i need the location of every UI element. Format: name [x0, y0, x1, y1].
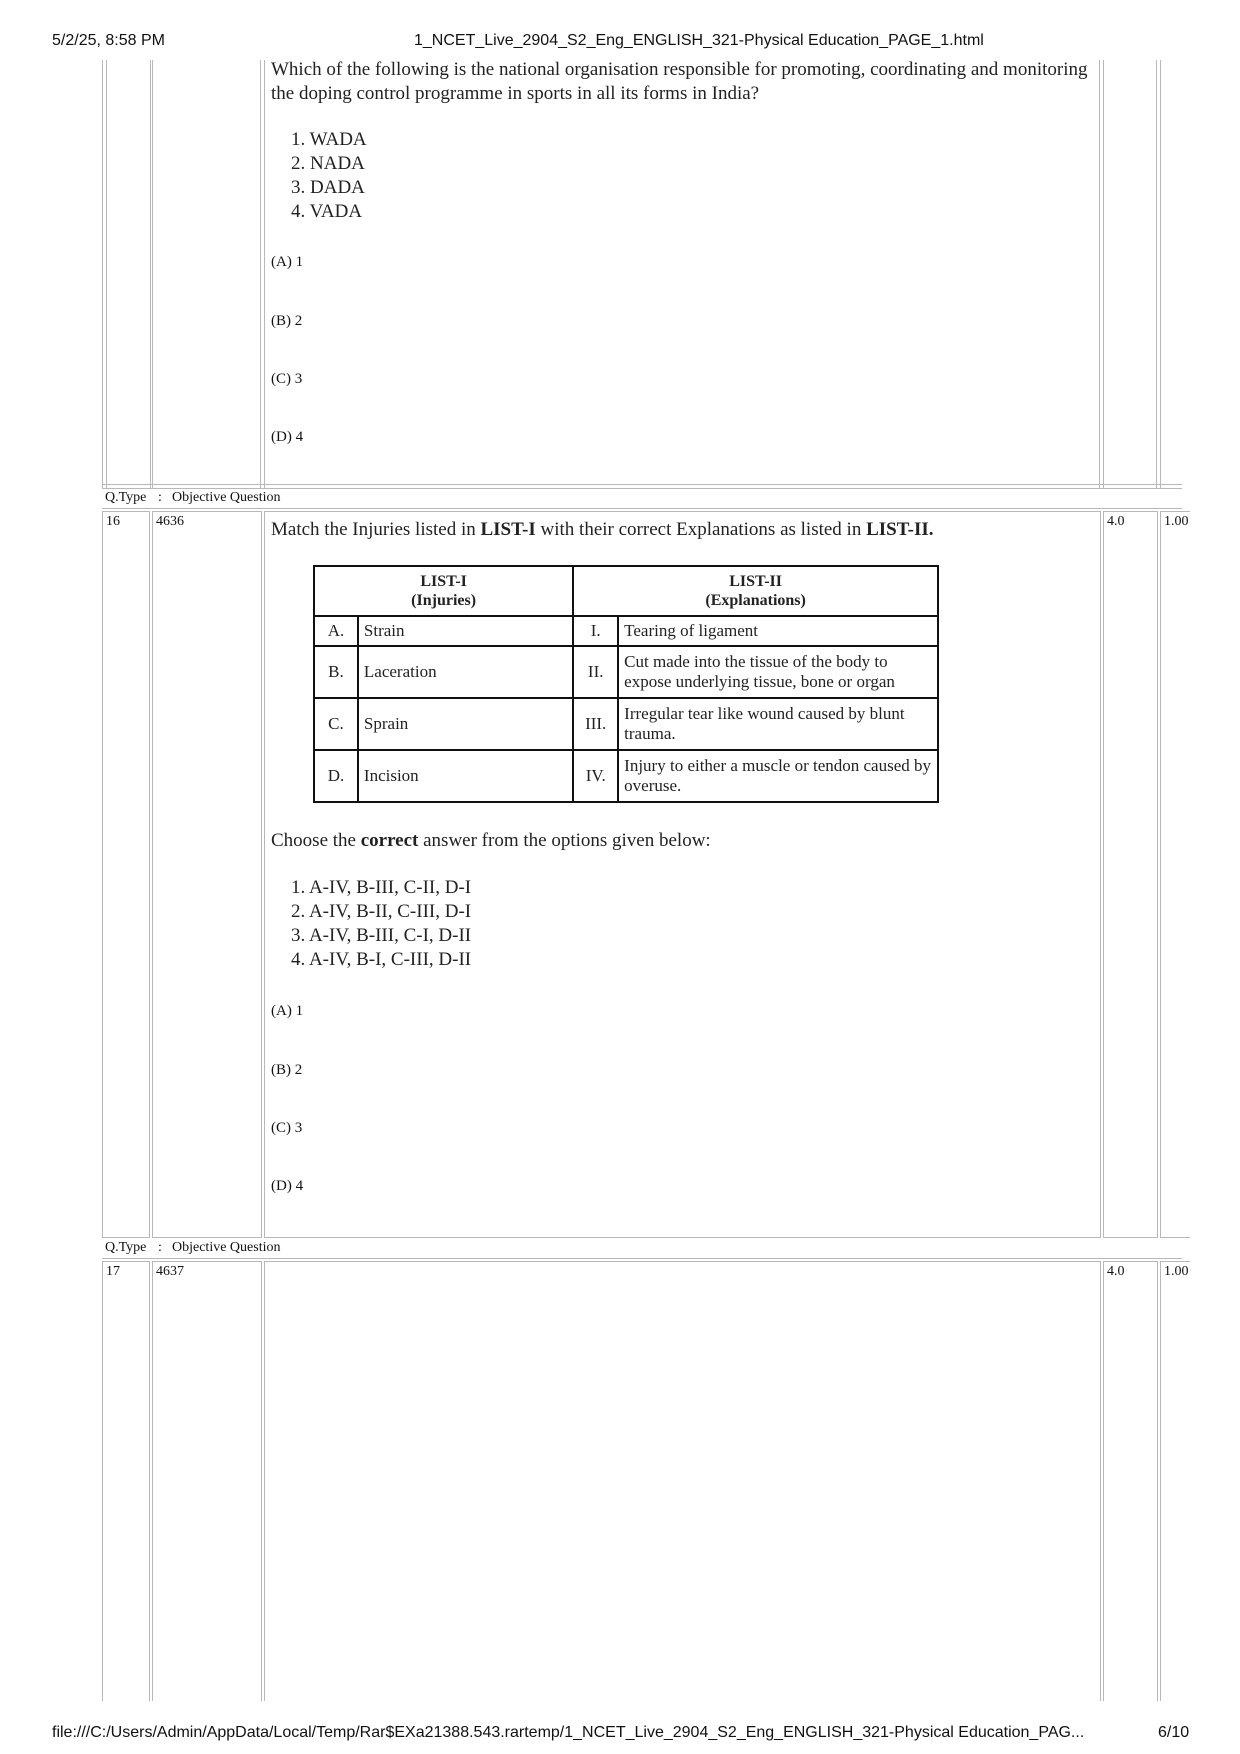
- row-letter: A.: [314, 616, 358, 646]
- q16-question-text: [271, 518, 1091, 542]
- list2-header: [573, 566, 938, 616]
- qtype-separator: :: [158, 1240, 162, 1255]
- choose-after: answer from the options given below:: [418, 830, 711, 851]
- q16-question-id: 4636: [156, 514, 184, 529]
- qtype-label: Q.Type: [105, 1240, 147, 1255]
- q17-marks: 4.0: [1107, 1264, 1125, 1279]
- row-injury: Sprain: [358, 698, 573, 750]
- table-row: [314, 698, 938, 750]
- q15-answer-c: (C) 3: [271, 371, 303, 387]
- print-page-number: 6/10: [1158, 1724, 1190, 1741]
- q15-option: 4. VADA: [291, 201, 363, 222]
- print-page-title: 1_NCET_Live_2904_S2_Eng_ENGLISH_321-Physical Education_PAGE_1.html: [414, 32, 984, 49]
- match-table-header: [314, 566, 938, 616]
- q16-text-middle: with their correct Explanations as listed in: [535, 519, 867, 540]
- q16-list1-ref: LIST-I: [480, 519, 536, 540]
- q16-list2-ref: LIST-II.: [866, 519, 934, 540]
- row-explanation: Tearing of ligament: [618, 616, 938, 646]
- match-table: [313, 565, 939, 803]
- q16-option: 2. A-IV, B-II, C-III, D-I: [291, 901, 472, 922]
- table-row: [314, 750, 938, 802]
- q16-text-before: Match the Injuries listed in: [271, 519, 481, 540]
- q15-option: 1. WADA: [291, 129, 367, 150]
- q15-options-list: [291, 128, 367, 224]
- list2-header-subtitle: (Explanations): [705, 592, 806, 609]
- row-injury: Incision: [358, 750, 573, 802]
- list1-header-subtitle: (Injuries): [411, 592, 477, 609]
- q17-question-id: 4637: [156, 1264, 184, 1279]
- row-explanation: Irregular tear like wound caused by blunt trauma.: [618, 698, 938, 750]
- q16-answer-b: (B) 2: [271, 1062, 303, 1078]
- q15-answer-d: (D) 4: [271, 429, 304, 445]
- row-numeral: III.: [573, 698, 618, 750]
- print-datetime: 5/2/25, 8:58 PM: [52, 32, 165, 49]
- row-numeral: I.: [573, 616, 618, 646]
- list1-header: [314, 566, 573, 616]
- q16-answer-a: (A) 1: [271, 1003, 304, 1019]
- table-row: [314, 646, 938, 698]
- list1-header-title: LIST-I: [420, 573, 467, 590]
- q16-marks: 4.0: [1107, 514, 1125, 529]
- row-numeral: II.: [573, 646, 618, 698]
- row-numeral: IV.: [573, 750, 618, 802]
- q16-serial-number: 16: [106, 514, 120, 529]
- q16-answer-c: (C) 3: [271, 1120, 303, 1136]
- q15-question-text: Which of the following is the national organisation responsible for promoting, coordinating and monitoring the doping control programme in sports in all its forms in India?: [271, 59, 1088, 104]
- row-injury: Laceration: [358, 646, 573, 698]
- row-explanation: Injury to either a muscle or tendon caused by overuse.: [618, 750, 938, 802]
- row-letter: C.: [314, 698, 358, 750]
- row-injury: Strain: [358, 616, 573, 646]
- q15-answer-a: (A) 1: [271, 254, 304, 270]
- table-row: [314, 616, 938, 646]
- qtype-separator: :: [158, 490, 162, 505]
- q16-option: 4. A-IV, B-I, C-III, D-II: [291, 949, 472, 970]
- q16-option: 1. A-IV, B-III, C-II, D-I: [291, 877, 472, 898]
- choose-bold: correct: [360, 830, 419, 851]
- qtype-value: Objective Question: [172, 490, 281, 505]
- qtype-value: Objective Question: [172, 1240, 281, 1255]
- q16-option: 3. A-IV, B-III, C-I, D-II: [291, 925, 472, 946]
- row-letter: B.: [314, 646, 358, 698]
- row-letter: D.: [314, 750, 358, 802]
- choose-before: Choose the: [271, 830, 361, 851]
- q16-negative-marks: 1.00: [1164, 514, 1189, 529]
- q16-answer-d: (D) 4: [271, 1178, 304, 1194]
- q17-serial-number: 17: [106, 1264, 120, 1279]
- q17-negative-marks: 1.00: [1164, 1264, 1189, 1279]
- qtype-label: Q.Type: [105, 490, 147, 505]
- print-file-path: file:///C:/Users/Admin/AppData/Local/Temp/Rar$EXa21388.543.rartemp/1_NCET_Live_2904_S2_Eng_ENGLISH_321-Physical Education_PAG...: [52, 1724, 1085, 1741]
- q16-options-list: [291, 876, 471, 972]
- list2-header-title: LIST-II: [729, 573, 782, 590]
- q15-answer-b: (B) 2: [271, 313, 303, 329]
- q15-option: 3. DADA: [291, 177, 365, 198]
- q15-option: 2. NADA: [291, 153, 365, 174]
- q16-choose-instruction: [271, 829, 1091, 853]
- row-explanation: Cut made into the tissue of the body to expose underlying tissue, bone or organ: [618, 646, 938, 698]
